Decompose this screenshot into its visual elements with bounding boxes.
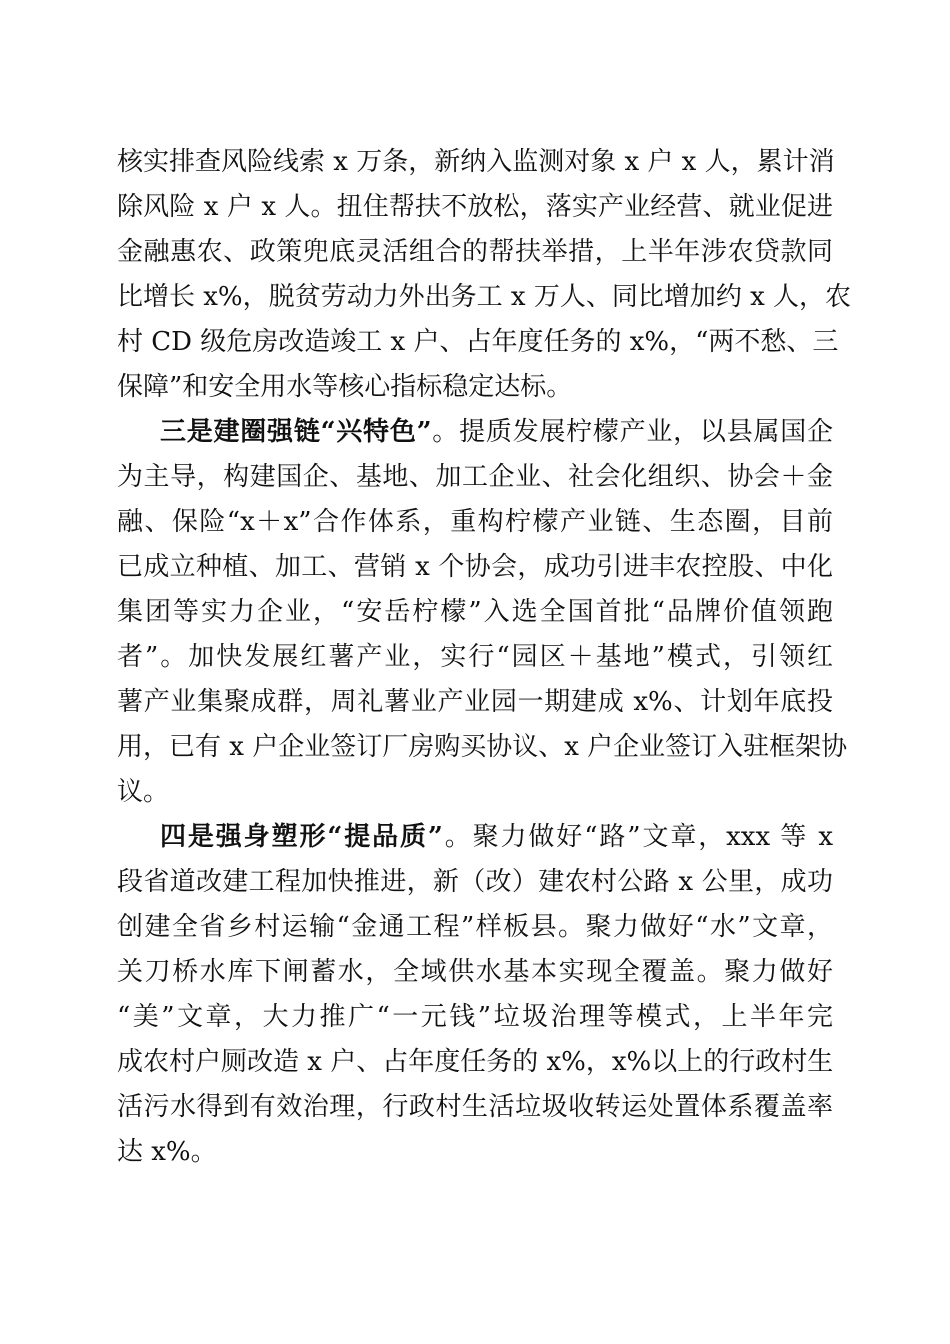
paragraph-line: 除风险 x 户 x 人。扭住帮扶不放松，落实产业经营、就业促进 [117, 192, 833, 222]
paragraph-line: 议。 [117, 777, 170, 807]
paragraph-line: 成农村户厕改造 x 户、占年度任务的 x%，x%以上的行政村生 [117, 1047, 834, 1077]
paragraph-line: 核实排查风险线索 x 万条，新纳入监测对象 x 户 x 人，累计消 [117, 147, 835, 177]
paragraph-line: 村 CD 级危房改造竣工 x 户、占年度任务的 x%，“两不愁、三 [117, 327, 839, 357]
paragraph-line: 薯产业集聚成群，周礼薯业产业园一期建成 x%、计划年底投 [117, 687, 833, 717]
paragraph-line: 金融惠农、政策兜底灵活组合的帮扶举措，上半年涉农贷款同 [117, 237, 833, 267]
paragraph-line: 已成立种植、加工、营销 x 个协会，成功引进丰农控股、中化 [117, 552, 833, 582]
paragraph-line: 保障”和安全用水等核心指标稳定达标。 [117, 372, 573, 402]
paragraph-text: 。提质发展柠檬产业，以县属国企 [431, 417, 833, 447]
paragraph-line: 用，已有 x 户企业签订厂房购买协议、x 户企业签订入驻框架协 [117, 732, 848, 762]
paragraph-first-line [160, 814, 833, 860]
paragraph-line: 创建全省乡村运输“金通工程”样板县。聚力做好“水”文章， [117, 912, 833, 942]
paragraph-line: 活污水得到有效治理，行政村生活垃圾收转运处置体系覆盖率 [117, 1092, 833, 1122]
paragraph-line: “美”文章，大力推广“一元钱”垃圾治理等模式，上半年完 [117, 1002, 833, 1032]
paragraph-line: 集团等实力企业，“安岳柠檬”入选全国首批“品牌价值领跑 [117, 597, 833, 627]
paragraph-line: 融、保险“x＋x”合作体系，重构柠檬产业链、生态圈，目前 [117, 507, 833, 537]
paragraph-heading: 四是强身塑形“提品质” [160, 822, 443, 852]
paragraph-line: 段省道改建工程加快推进，新（改）建农村公路 x 公里，成功 [117, 867, 833, 897]
paragraph-line: 比增长 x%，脱贫劳动力外出务工 x 万人、同比增加约 x 人，农 [117, 282, 852, 312]
paragraph-first-line [160, 409, 833, 455]
paragraph-text: 。聚力做好“路”文章，xxx 等 x [442, 822, 833, 852]
paragraph-line: 者”。加快发展红薯产业，实行“园区＋基地”模式，引领红 [117, 642, 833, 672]
paragraph-line: 关刀桥水库下闸蓄水，全域供水基本实现全覆盖。聚力做好 [117, 957, 833, 987]
paragraph-line: 达 x%。 [117, 1137, 217, 1167]
paragraph-line: 为主导，构建国企、基地、加工企业、社会化组织、协会＋金 [117, 462, 833, 492]
paragraph-heading: 三是建圈强链“兴特色” [160, 417, 432, 447]
